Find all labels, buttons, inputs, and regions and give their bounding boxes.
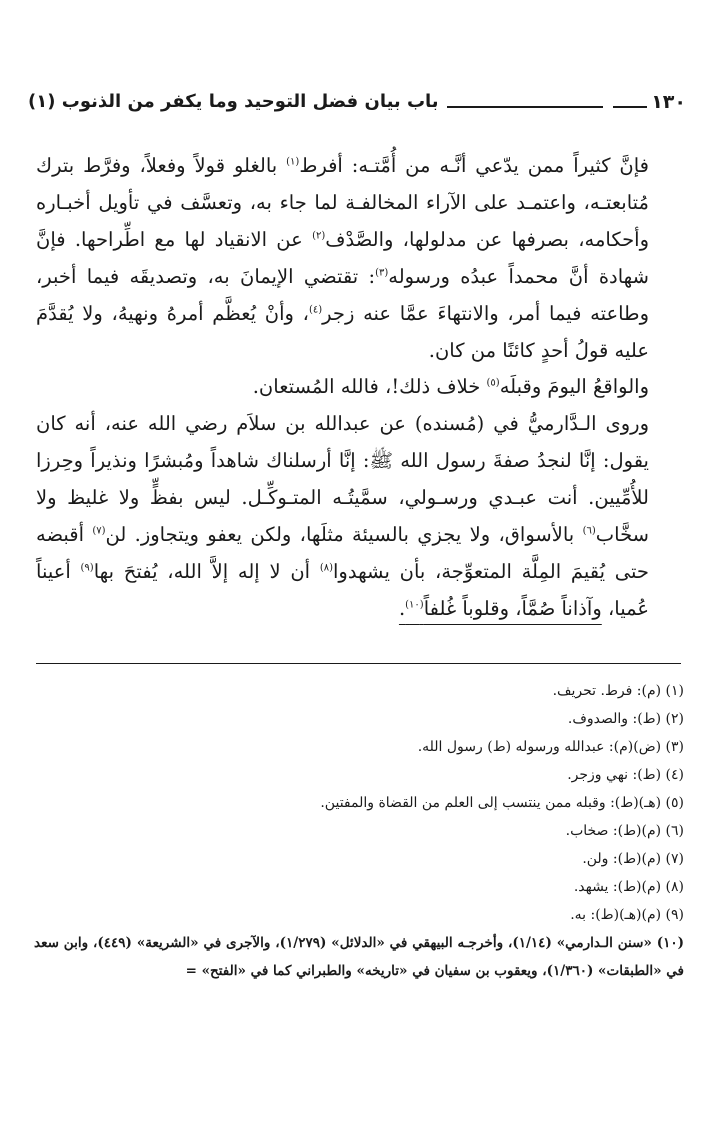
footnote: (١) (م): فرط. تحريف. xyxy=(552,683,684,699)
text-run: أن لا إله إلاَّ الله، يُفتحَ بها xyxy=(93,559,320,583)
chapter-title: باب بيان فضل التوحيد وما يكفر من الذنوب (١) xyxy=(28,91,439,112)
footnote: (٨) (م)(ط): يشهد. xyxy=(573,879,684,895)
footnote-marker: (٨) xyxy=(319,562,333,574)
paragraph-1 xyxy=(36,148,681,369)
header-rule xyxy=(447,106,604,108)
header-dash xyxy=(613,106,647,108)
text-run: فإنَّ كثيراً ممن يدّعي أنَّـه من أُمَّتـه: أفرط xyxy=(299,154,649,177)
text-run: وروى الـدَّارميُّ في (مُسنده) عن عبدالله بن سلاَم رضي الله عنه، أنه كان يقول: إنَّا لنجدُ صفةَ رسول الله ﷺ: إنَّا أرسلناك شاهداً ومُبشرًا ونذيراً وحِرزا للأُمِّيين. أنت عبـدي ورسـولي، سمَّيتُـه المتـوكِّـل. ليس بفظٍّ ولا غليظ ولا سخَّاب xyxy=(36,412,649,547)
page-number: ١٣٠ xyxy=(651,91,686,113)
text-run: أعيناً عُميا، xyxy=(36,559,649,620)
footnote-marker: (١) xyxy=(286,156,300,168)
footnote-separator xyxy=(36,663,681,664)
footnote-10: (١٠) «سنن الـدارمي» (١/١٤)، وأخرجـه البيهقي في «الدلائل» (١/٢٧٩)، والآجرى في «الشريعة» (٤٤٩)، وابن سعد في «الطبقات» (١/٣٦٠)، ويعقوب بن سفيان في «تاريخه» والطبراني كما في «الفتح» = xyxy=(34,935,685,979)
footnote: (٤) (ط): نهي وزجر. xyxy=(567,767,684,783)
footnote-marker: (٣) xyxy=(375,267,389,279)
footnote-marker: (٢) xyxy=(312,230,326,242)
underlined-text xyxy=(399,597,602,620)
text-run: عن الانقياد لها مع اطِّراحها. فإنَّ شهادة أنَّ محمداً عبدُه ورسوله xyxy=(36,227,649,288)
footnote-marker: (٥) xyxy=(486,377,500,389)
paragraph-3 xyxy=(36,406,681,627)
text-run: بالغلو قولاً وفعلاً، وفرَّط بترك مُتابعتـه، واعتمـد على الآراء المخالفـة لما جاء به، وتعسَّف في تأويل أخبـاره وأحكامه، بصرفها عن مدلولها، والصَّدْف xyxy=(36,154,649,251)
footnote-marker: (٧) xyxy=(92,525,106,537)
running-header xyxy=(28,82,686,116)
text-run: وآذاناً صُمَّاً، وقلوباً غُلفاً xyxy=(423,596,602,620)
footnote: (٩) (م)(هـ)(ط): به. xyxy=(570,907,684,923)
text-run: والواقعُ اليومَ وقبلَه xyxy=(499,375,649,399)
footnote: (٢) (ط): والصدوف. xyxy=(567,711,684,727)
footnote: (٥) (هـ)(ط): وقبله ممن ينتسب إلى العلم من القضاة والمفتين. xyxy=(320,795,684,811)
paragraph-2 xyxy=(36,369,681,406)
footnote: (٦) (م)(ط): صخاب. xyxy=(565,823,684,839)
footnotes xyxy=(34,677,684,985)
text-run: : تقتضي الإيمانَ به، وتصديقَه فيما أخبر، وطاعته فيما أمر، والانتهاءَ عمَّا عنه زجر xyxy=(36,264,649,325)
text-run: . xyxy=(398,596,406,620)
footnote-marker: (٦) xyxy=(582,525,596,537)
footnote-marker: (١٠) xyxy=(405,599,424,611)
footnote-marker: (٤) xyxy=(308,304,323,316)
footnote-marker: (٩) xyxy=(80,562,94,574)
footnote: (٣) (ض)(م): عبدالله ورسوله (ط) رسول الله. xyxy=(417,739,684,755)
footnote: (٧) (م)(ط): ولن. xyxy=(582,851,684,867)
text-run: خلاف ذلك!، فالله المُستعان. xyxy=(252,375,487,399)
text-run: ، وأنْ يُعظَّم أمرهُ ونهيهُ، ولا يُقدَّمَ عليه قولُ أحدٍ كائنًا من كان. xyxy=(36,301,649,362)
main-text xyxy=(36,148,681,628)
text-run: بالأسواق، ولا يجزي بالسيئة مثلَها، ولكن يعفو ويتجاوز. لن xyxy=(105,523,583,547)
text-run: أقبضه حتى يُقيمَ المِلَّة المتعوِّجة، بأن يشهدوا xyxy=(36,523,649,583)
